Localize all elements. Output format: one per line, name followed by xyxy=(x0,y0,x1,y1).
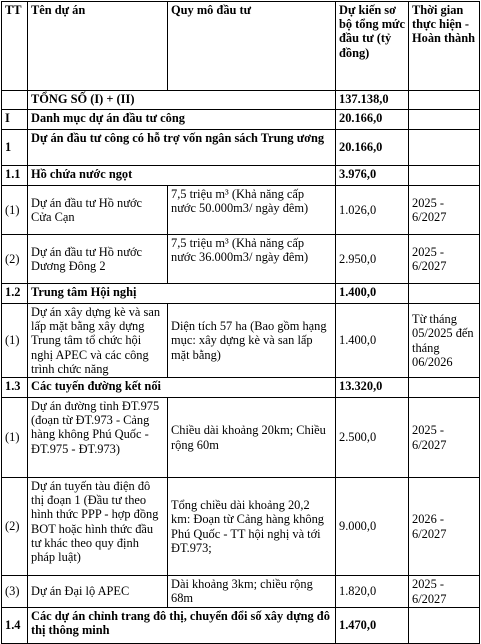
table-row xyxy=(2,284,480,304)
cell-name: Hồ chứa nước ngọt xyxy=(28,166,336,186)
cell-capital: 20.166,0 xyxy=(336,110,409,130)
cell-time xyxy=(409,608,480,644)
cell-name: Dự án xây dựng kè và san lấp mặt bằng xây dựng Trung tâm tổ chức hội nghị APEC và các công trình chức năng xyxy=(28,304,168,378)
cell-name: Dự án đầu tư Hồ nước Cửa Cạn xyxy=(28,186,168,235)
cell-time xyxy=(409,91,480,110)
cell-tt: (2) xyxy=(2,235,28,284)
cell-tt: (3) xyxy=(2,576,28,608)
cell-time: 2025 - 6/2027 xyxy=(409,235,480,284)
table-row xyxy=(2,378,480,398)
table-header-row xyxy=(2,2,480,91)
cell-capital: 1.026,0 xyxy=(336,186,409,235)
cell-scale: 7,5 triệu m³ (Khả năng cấp nước 36.000m3/ ngày đêm) xyxy=(168,235,336,284)
cell-name: Dự án Đại lộ APEC xyxy=(28,576,168,608)
cell-scale: 7,5 triệu m³ (Khả năng cấp nước 50.000m3/ ngày đêm) xyxy=(168,186,336,235)
cell-tt: 1.3 xyxy=(2,378,28,398)
header-estimated-capital: Dự kiến sơ bộ tổng mức đầu tư (tỷ đồng) xyxy=(336,2,409,91)
table-row xyxy=(2,186,480,235)
header-implementation-time: Thời gian thực hiện - Hoàn thành xyxy=(409,2,480,91)
cell-name: Dự án đầu tư công có hỗ trợ vốn ngân sách Trung ương xyxy=(28,130,336,166)
cell-capital: 3.976,0 xyxy=(336,166,409,186)
cell-capital: 2.500,0 xyxy=(336,398,409,478)
cell-capital: 1.400,0 xyxy=(336,284,409,304)
cell-scale: Dài khoảng 3km; chiều rộng 68m xyxy=(168,576,336,608)
cell-tt: (1) xyxy=(2,398,28,478)
table-row xyxy=(2,110,480,130)
project-table xyxy=(1,1,480,644)
cell-name: Dự án đầu tư Hồ nước Dương Đông 2 xyxy=(28,235,168,284)
cell-name: Danh mục dự án đầu tư công xyxy=(28,110,336,130)
table-row xyxy=(2,166,480,186)
cell-tt: (2) xyxy=(2,478,28,576)
cell-time xyxy=(409,378,480,398)
cell-scale: Diện tích 57 ha (Bao gồm hạng mục: xây dựng kè và san lấp mặt bằng) xyxy=(168,304,336,378)
cell-name: Các dự án chỉnh trang đô thị, chuyển đổi số xây dựng đô thị thông minh xyxy=(28,608,336,644)
table-row xyxy=(2,576,480,608)
table-row xyxy=(2,304,480,378)
cell-tt: (1) xyxy=(2,304,28,378)
cell-time: 2025 - 6/2027 xyxy=(409,576,480,608)
cell-name: Các tuyến đường kết nối xyxy=(28,378,336,398)
cell-name: TỔNG SỐ (I) + (II) xyxy=(28,91,336,110)
cell-name: Trung tâm Hội nghị xyxy=(28,284,336,304)
cell-time: 2025 - 6/2027 xyxy=(409,398,480,478)
cell-time xyxy=(409,110,480,130)
header-investment-scale: Quy mô đầu tư xyxy=(168,2,336,91)
cell-tt: 1.2 xyxy=(2,284,28,304)
table-row xyxy=(2,130,480,166)
cell-capital: 1.400,0 xyxy=(336,304,409,378)
cell-capital: 1.470,0 xyxy=(336,608,409,644)
table-row xyxy=(2,91,480,110)
cell-capital: 20.166,0 xyxy=(336,130,409,166)
cell-time: 2026 - 6/2027 xyxy=(409,478,480,576)
cell-tt: (1) xyxy=(2,186,28,235)
cell-tt: 1 xyxy=(2,130,28,166)
cell-capital: 137.138,0 xyxy=(336,91,409,110)
cell-capital: 1.820,0 xyxy=(336,576,409,608)
cell-scale: Chiều dài khoảng 20km; Chiều rộng 60m xyxy=(168,398,336,478)
cell-time: 2025 - 6/2027 xyxy=(409,186,480,235)
table-row xyxy=(2,478,480,576)
cell-tt xyxy=(2,91,28,110)
cell-scale: Tổng chiều dài khoảng 20,2 km: Đoạn từ Cảng hàng không Phú Quốc - TT hội nghị và tới ĐT.973; xyxy=(168,478,336,576)
table-row xyxy=(2,608,480,644)
cell-time xyxy=(409,166,480,186)
cell-tt: 1.1 xyxy=(2,166,28,186)
cell-name: Dự án tuyến tàu điện đô thị đoạn 1 (Đầu tư theo hình thức PPP - hợp đồng BOT hoặc hình thức đầu tư khác theo quy định pháp luật) xyxy=(28,478,168,576)
cell-time: Từ tháng 05/2025 đến tháng 06/2026 xyxy=(409,304,480,378)
header-tt: TT xyxy=(2,2,28,91)
cell-capital: 2.950,0 xyxy=(336,235,409,284)
cell-capital: 9.000,0 xyxy=(336,478,409,576)
table-row xyxy=(2,235,480,284)
table-row xyxy=(2,398,480,478)
cell-time xyxy=(409,130,480,166)
cell-capital: 13.320,0 xyxy=(336,378,409,398)
cell-name: Dự án đường tỉnh ĐT.975 (đoạn từ ĐT.973 - Cảng hàng không Phú Quốc - ĐT.975 - ĐT.973) xyxy=(28,398,168,478)
header-project-name: Tên dự án xyxy=(28,2,168,91)
cell-tt: 1.4 xyxy=(2,608,28,644)
cell-tt: I xyxy=(2,110,28,130)
cell-time xyxy=(409,284,480,304)
